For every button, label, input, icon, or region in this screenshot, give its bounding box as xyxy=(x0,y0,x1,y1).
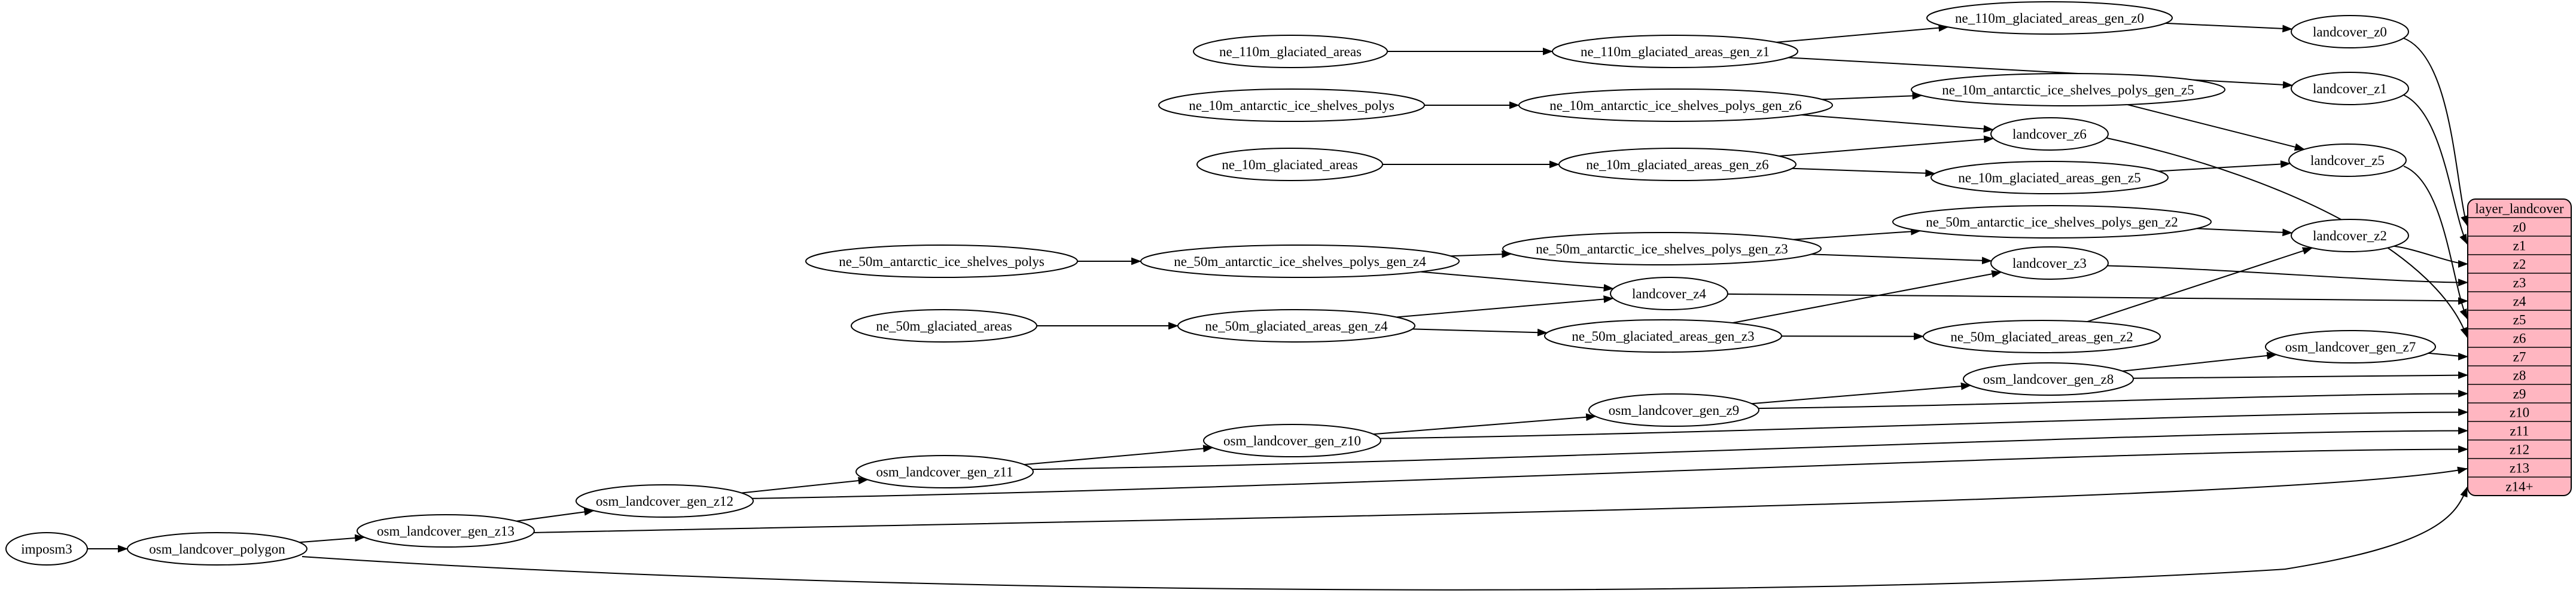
node-label-ne_10m_glaciated_areas_gen_z6: ne_10m_glaciated_areas_gen_z6 xyxy=(1586,157,1769,172)
node-osm_landcover_gen_z7 xyxy=(2266,331,2435,363)
node-ne_10m_antarctic_ice_shelves_polys_gen_z5 xyxy=(1911,74,2225,106)
edge-ne_50m_antarctic_ice_shelves_polys_gen_z4-to-ne_50m_antarctic_ice_shelves_polys_gen_z3 xyxy=(1451,254,1512,256)
edge-osm_landcover_gen_z10-to-table-row-z10 xyxy=(1380,412,2468,439)
node-label-ne_10m_glaciated_areas_gen_z5: ne_10m_glaciated_areas_gen_z5 xyxy=(1958,170,2141,185)
edge-osm_landcover_gen_z8-to-osm_landcover_gen_z7 xyxy=(2123,355,2276,371)
edge-ne_10m_glaciated_areas_gen_z6-to-ne_10m_glaciated_areas_gen_z5 xyxy=(1792,169,1935,173)
edge-osm_landcover_gen_z10-to-osm_landcover_gen_z9 xyxy=(1374,417,1596,435)
layer-landcover-table xyxy=(2468,199,2571,496)
edge-ne_110m_glaciated_areas_gen_z1-to-ne_110m_glaciated_areas_gen_z0 xyxy=(1777,27,1948,42)
node-label-landcover_z5: landcover_z5 xyxy=(2310,153,2385,168)
edge-ne_50m_glaciated_areas_gen_z2-to-landcover_z2 xyxy=(2087,248,2312,322)
table-row-z4: z4 xyxy=(2513,294,2526,309)
node-label-landcover_z2: landcover_z2 xyxy=(2313,228,2387,243)
node-label-ne_110m_glaciated_areas: ne_110m_glaciated_areas xyxy=(1219,44,1362,59)
edge-ne_50m_glaciated_areas_gen_z4-to-ne_50m_glaciated_areas_gen_z3 xyxy=(1412,329,1547,332)
table-row-z8: z8 xyxy=(2513,368,2526,383)
node-osm_landcover_gen_z13 xyxy=(357,515,534,547)
table-title: layer_landcover xyxy=(2475,201,2564,216)
node-ne_10m_glaciated_areas xyxy=(1197,148,1383,181)
node-label-osm_landcover_gen_z7: osm_landcover_gen_z7 xyxy=(2285,340,2416,355)
edge-landcover_z5-to-table-row-z5 xyxy=(2404,166,2467,319)
node-landcover_z6 xyxy=(1991,118,2108,150)
node-landcover_z1 xyxy=(2291,72,2408,105)
node-osm_landcover_gen_z9 xyxy=(1589,394,1759,426)
node-ne_50m_antarctic_ice_shelves_polys xyxy=(806,245,1077,277)
node-label-ne_50m_antarctic_ice_shelves_polys_gen_z4: ne_50m_antarctic_ice_shelves_polys_gen_z4 xyxy=(1174,254,1426,269)
edge-osm_landcover_gen_z11-to-osm_landcover_gen_z10 xyxy=(1024,448,1213,465)
node-ne_10m_glaciated_areas_gen_z5 xyxy=(1931,161,2168,194)
edge-osm_landcover_gen_z7-to-table-row-z7 xyxy=(2428,353,2468,357)
node-label-landcover_z3: landcover_z3 xyxy=(2012,256,2087,271)
node-ne_50m_antarctic_ice_shelves_polys_gen_z4 xyxy=(1141,245,1459,277)
node-landcover_z4 xyxy=(1610,277,1728,310)
edge-osm_landcover_gen_z13-to-table-row-z13 xyxy=(533,469,2467,533)
edge-ne_50m_antarctic_ice_shelves_polys_gen_z3-to-landcover_z3 xyxy=(1811,254,1992,261)
node-label-ne_50m_glaciated_areas_gen_z4: ne_50m_glaciated_areas_gen_z4 xyxy=(1205,319,1388,334)
node-label-ne_10m_antarctic_ice_shelves_polys: ne_10m_antarctic_ice_shelves_polys xyxy=(1189,98,1394,113)
node-ne_50m_antarctic_ice_shelves_polys_gen_z3 xyxy=(1503,233,1821,265)
node-label-osm_landcover_gen_z13: osm_landcover_gen_z13 xyxy=(377,524,514,539)
table-row-z9: z9 xyxy=(2513,386,2526,402)
table-row-z3: z3 xyxy=(2513,275,2526,291)
node-label-osm_landcover_gen_z12: osm_landcover_gen_z12 xyxy=(596,494,733,509)
edge-ne_50m_antarctic_ice_shelves_polys_gen_z4-to-landcover_z4 xyxy=(1421,272,1613,289)
node-osm_landcover_gen_z11 xyxy=(856,456,1033,488)
table-row-z14+: z14+ xyxy=(2505,479,2534,494)
node-label-landcover_z4: landcover_z4 xyxy=(1632,286,1706,301)
node-label-ne_50m_antarctic_ice_shelves_polys: ne_50m_antarctic_ice_shelves_polys xyxy=(839,254,1045,269)
edge-ne_10m_antarctic_ice_shelves_polys_gen_z6-to-ne_10m_antarctic_ice_shelves_polys_gen_z5 xyxy=(1822,96,1922,100)
node-ne_110m_glaciated_areas_gen_z0 xyxy=(1927,2,2172,34)
node-label-ne_50m_glaciated_areas_gen_z3: ne_50m_glaciated_areas_gen_z3 xyxy=(1572,329,1755,344)
node-label-imposm3: imposm3 xyxy=(21,542,72,557)
node-label-ne_110m_glaciated_areas_gen_z1: ne_110m_glaciated_areas_gen_z1 xyxy=(1581,44,1770,59)
edge-osm_landcover_gen_z9-to-table-row-z9 xyxy=(1758,394,2468,409)
table-row-z5: z5 xyxy=(2513,312,2526,328)
node-landcover_z5 xyxy=(2289,144,2406,176)
node-label-osm_landcover_gen_z10: osm_landcover_gen_z10 xyxy=(1223,433,1361,448)
node-osm_landcover_polygon xyxy=(127,533,307,565)
node-ne_50m_glaciated_areas_gen_z4 xyxy=(1178,310,1415,342)
node-osm_landcover_gen_z8 xyxy=(1963,363,2133,395)
table-row-z6: z6 xyxy=(2513,331,2526,346)
node-ne_110m_glaciated_areas_gen_z1 xyxy=(1552,35,1798,68)
node-label-ne_50m_glaciated_areas_gen_z2: ne_50m_glaciated_areas_gen_z2 xyxy=(1950,329,2133,344)
edge-ne_50m_glaciated_areas_gen_z3-to-landcover_z3 xyxy=(1732,272,2001,323)
node-label-ne_10m_antarctic_ice_shelves_polys_gen_z5: ne_10m_antarctic_ice_shelves_polys_gen_z5 xyxy=(1942,82,2194,97)
node-ne_50m_antarctic_ice_shelves_polys_gen_z2 xyxy=(1893,206,2211,238)
edge-landcover_z0-to-table-row-z0 xyxy=(2404,38,2467,225)
node-landcover_z3 xyxy=(1991,247,2108,279)
nodes-layer xyxy=(6,2,2435,565)
edge-osm_landcover_gen_z12-to-osm_landcover_gen_z11 xyxy=(741,479,867,493)
table-row-z2: z2 xyxy=(2513,256,2526,272)
node-ne_110m_glaciated_areas xyxy=(1193,35,1387,68)
node-imposm3 xyxy=(6,533,87,565)
node-label-osm_landcover_gen_z9: osm_landcover_gen_z9 xyxy=(1608,403,1740,418)
node-label-osm_landcover_polygon: osm_landcover_polygon xyxy=(149,542,285,557)
edge-landcover_z2-to-table-row-z2 xyxy=(2394,246,2468,264)
edge-ne_10m_antarctic_ice_shelves_polys_gen_z5-to-landcover_z5 xyxy=(2127,105,2304,149)
table-row-z1: z1 xyxy=(2513,238,2526,253)
node-label-ne_50m_antarctic_ice_shelves_polys_gen_z2: ne_50m_antarctic_ice_shelves_polys_gen_z2 xyxy=(1926,215,2178,230)
edge-osm_landcover_gen_z13-to-osm_landcover_gen_z12 xyxy=(517,511,594,521)
node-osm_landcover_gen_z12 xyxy=(576,485,753,517)
table-row-z0: z0 xyxy=(2513,219,2526,235)
node-ne_50m_glaciated_areas xyxy=(851,310,1037,342)
edge-landcover_z6-to-table-row-z6 xyxy=(2107,138,2467,337)
node-ne_10m_antarctic_ice_shelves_polys_gen_z6 xyxy=(1519,89,1832,121)
table-row-z7: z7 xyxy=(2513,349,2526,365)
edge-ne_50m_antarctic_ice_shelves_polys_gen_z2-to-landcover_z2 xyxy=(2197,228,2292,233)
node-osm_landcover_gen_z10 xyxy=(1204,424,1381,457)
node-landcover_z0 xyxy=(2291,16,2408,48)
node-ne_50m_glaciated_areas_gen_z3 xyxy=(1545,320,1782,352)
node-ne_50m_glaciated_areas_gen_z2 xyxy=(1923,320,2160,353)
table-row-z11: z11 xyxy=(2510,423,2529,439)
table-row-z10: z10 xyxy=(2509,405,2530,420)
node-label-ne_110m_glaciated_areas_gen_z0: ne_110m_glaciated_areas_gen_z0 xyxy=(1955,11,2144,26)
node-label-ne_10m_glaciated_areas: ne_10m_glaciated_areas xyxy=(1222,157,1358,172)
edge-ne_50m_antarctic_ice_shelves_polys_gen_z3-to-ne_50m_antarctic_ice_shelves_polys_gen_z2 xyxy=(1794,231,1920,240)
node-label-ne_50m_glaciated_areas: ne_50m_glaciated_areas xyxy=(876,319,1012,334)
node-label-osm_landcover_gen_z8: osm_landcover_gen_z8 xyxy=(1983,372,2114,387)
edge-landcover_z4-to-table-row-z4 xyxy=(1728,294,2468,301)
edge-osm_landcover_gen_z8-to-table-row-z8 xyxy=(2133,375,2468,378)
table-row-z13: z13 xyxy=(2509,460,2530,476)
edge-osm_landcover_gen_z9-to-osm_landcover_gen_z8 xyxy=(1752,386,1971,404)
node-label-ne_10m_antarctic_ice_shelves_polys_gen_z6: ne_10m_antarctic_ice_shelves_polys_gen_z6 xyxy=(1549,98,1802,113)
node-ne_10m_antarctic_ice_shelves_polys xyxy=(1159,89,1424,121)
node-label-landcover_z1: landcover_z1 xyxy=(2313,81,2387,96)
node-label-landcover_z6: landcover_z6 xyxy=(2012,127,2087,142)
edge-ne_10m_glaciated_areas_gen_z6-to-landcover_z6 xyxy=(1779,139,1993,156)
edge-osm_landcover_polygon-to-osm_landcover_gen_z13 xyxy=(300,537,365,543)
edge-ne_110m_glaciated_areas_gen_z0-to-landcover_z0 xyxy=(2166,23,2292,29)
node-label-osm_landcover_gen_z11: osm_landcover_gen_z11 xyxy=(876,465,1013,479)
node-landcover_z2 xyxy=(2291,219,2408,252)
table-row-z12: z12 xyxy=(2509,442,2530,457)
edge-ne_50m_glaciated_areas_gen_z4-to-landcover_z4 xyxy=(1396,298,1613,317)
node-ne_10m_glaciated_areas_gen_z6 xyxy=(1559,148,1796,181)
node-label-landcover_z0: landcover_z0 xyxy=(2313,25,2387,39)
edge-ne_10m_antarctic_ice_shelves_polys_gen_z6-to-landcover_z6 xyxy=(1801,115,1993,130)
node-label-ne_50m_antarctic_ice_shelves_polys_gen_z3: ne_50m_antarctic_ice_shelves_polys_gen_z3 xyxy=(1536,242,1788,256)
